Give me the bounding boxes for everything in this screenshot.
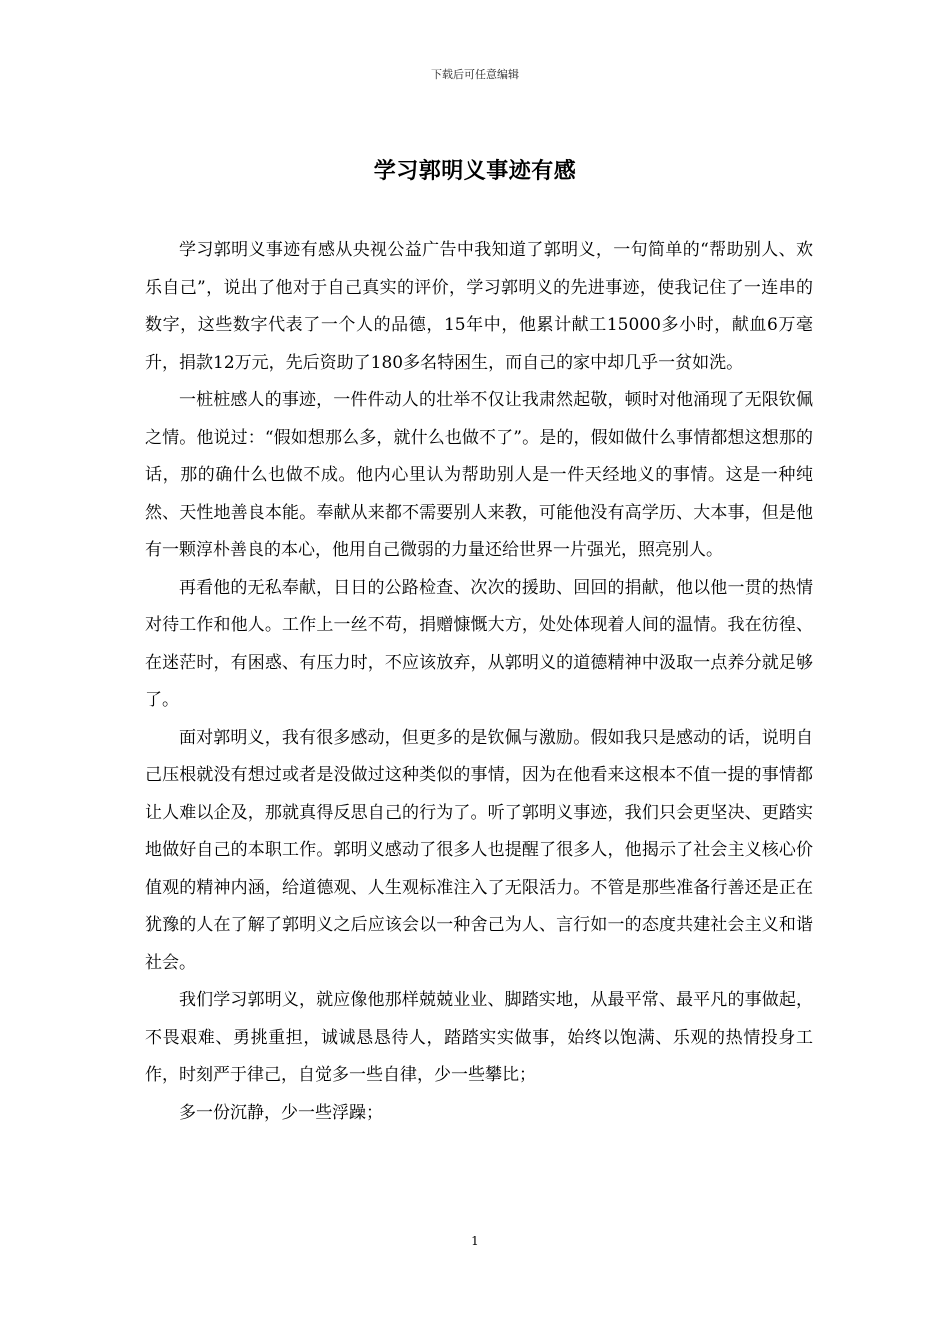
document-title: 学习郭明义事迹有感: [373, 158, 577, 184]
page-header: 下载后可任意编辑: [431, 68, 519, 81]
page-number: 1: [471, 1234, 479, 1248]
paragraph-5: 我们学习郭明义，就应像他那样兢兢业业、脚踏实地，从最平常、最平凡的事做起，不畏艰难、勇挑重担，诚诚恳恳待人，踏踏实实做事，始终以饱满、乐观的热情投身工作，时刻严于律己，自觉多一些自律，少一些攀比；: [145, 990, 813, 1085]
paragraph-3: 再看他的无私奉献，日日的公路检查、次次的援助、回回的捐献，他以他一贯的热情对待工作和他人。工作上一丝不苟，捐赠慷慨大方，处处体现着人间的温情。我在彷徨、在迷茫时，有困惑、有压力时，不应该放弃，从郭明义的道德精神中汲取一点养分就足够了。: [145, 577, 813, 710]
document-body: [145, 232, 813, 1132]
paragraph-2: 一桩桩感人的事迹，一件件动人的壮举不仅让我肃然起敬，顿时对他涌现了无限钦佩之情。他说过：“假如想那么多，就什么也做不了”。是的，假如做什么事情都想这想那的话，那的确什么也做不成。他内心里认为帮助别人是一件天经地义的事情。这是一种纯然、天性地善良本能。奉献从来都不需要别人来教，可能他没有高学历、大本事，但是他有一颗淳朴善良的本心，他用自己微弱的力量还给世界一片强光，照亮别人。: [145, 390, 813, 560]
paragraph-6: 多一份沉静，少一些浮躁；: [179, 1102, 383, 1123]
paragraph-4: 面对郭明义，我有很多感动，但更多的是钦佩与激励。假如我只是感动的话，说明自己压根就没有想过或者是没做过这种类似的事情，因为在他看来这根本不值一提的事情都让人难以企及，那就真得反思自己的行为了。听了郭明义事迹，我们只会更坚决、更踏实地做好自己的本职工作。郭明义感动了很多人也提醒了很多人，他揭示了社会主义核心价值观的精神内涵，给道德观、人生观标准注入了无限活力。不管是那些准备行善还是正在犹豫的人在了解了郭明义之后应该会以一种舍己为人、言行如一的态度共建社会主义和谐社会。: [145, 727, 813, 973]
paragraph-1: 学习郭明义事迹有感从央视公益广告中我知道了郭明义，一句简单的“帮助别人、欢乐自己”，说出了他对于自己真实的评价，学习郭明义的先进事迹，使我记住了一连串的数字，这些数字代表了一个人的品德，15年中，他累计献工15000多小时，献血6万毫升，捐款12万元，先后资助了180多名特困生，而自己的家中却几乎一贫如洗。: [145, 240, 813, 373]
